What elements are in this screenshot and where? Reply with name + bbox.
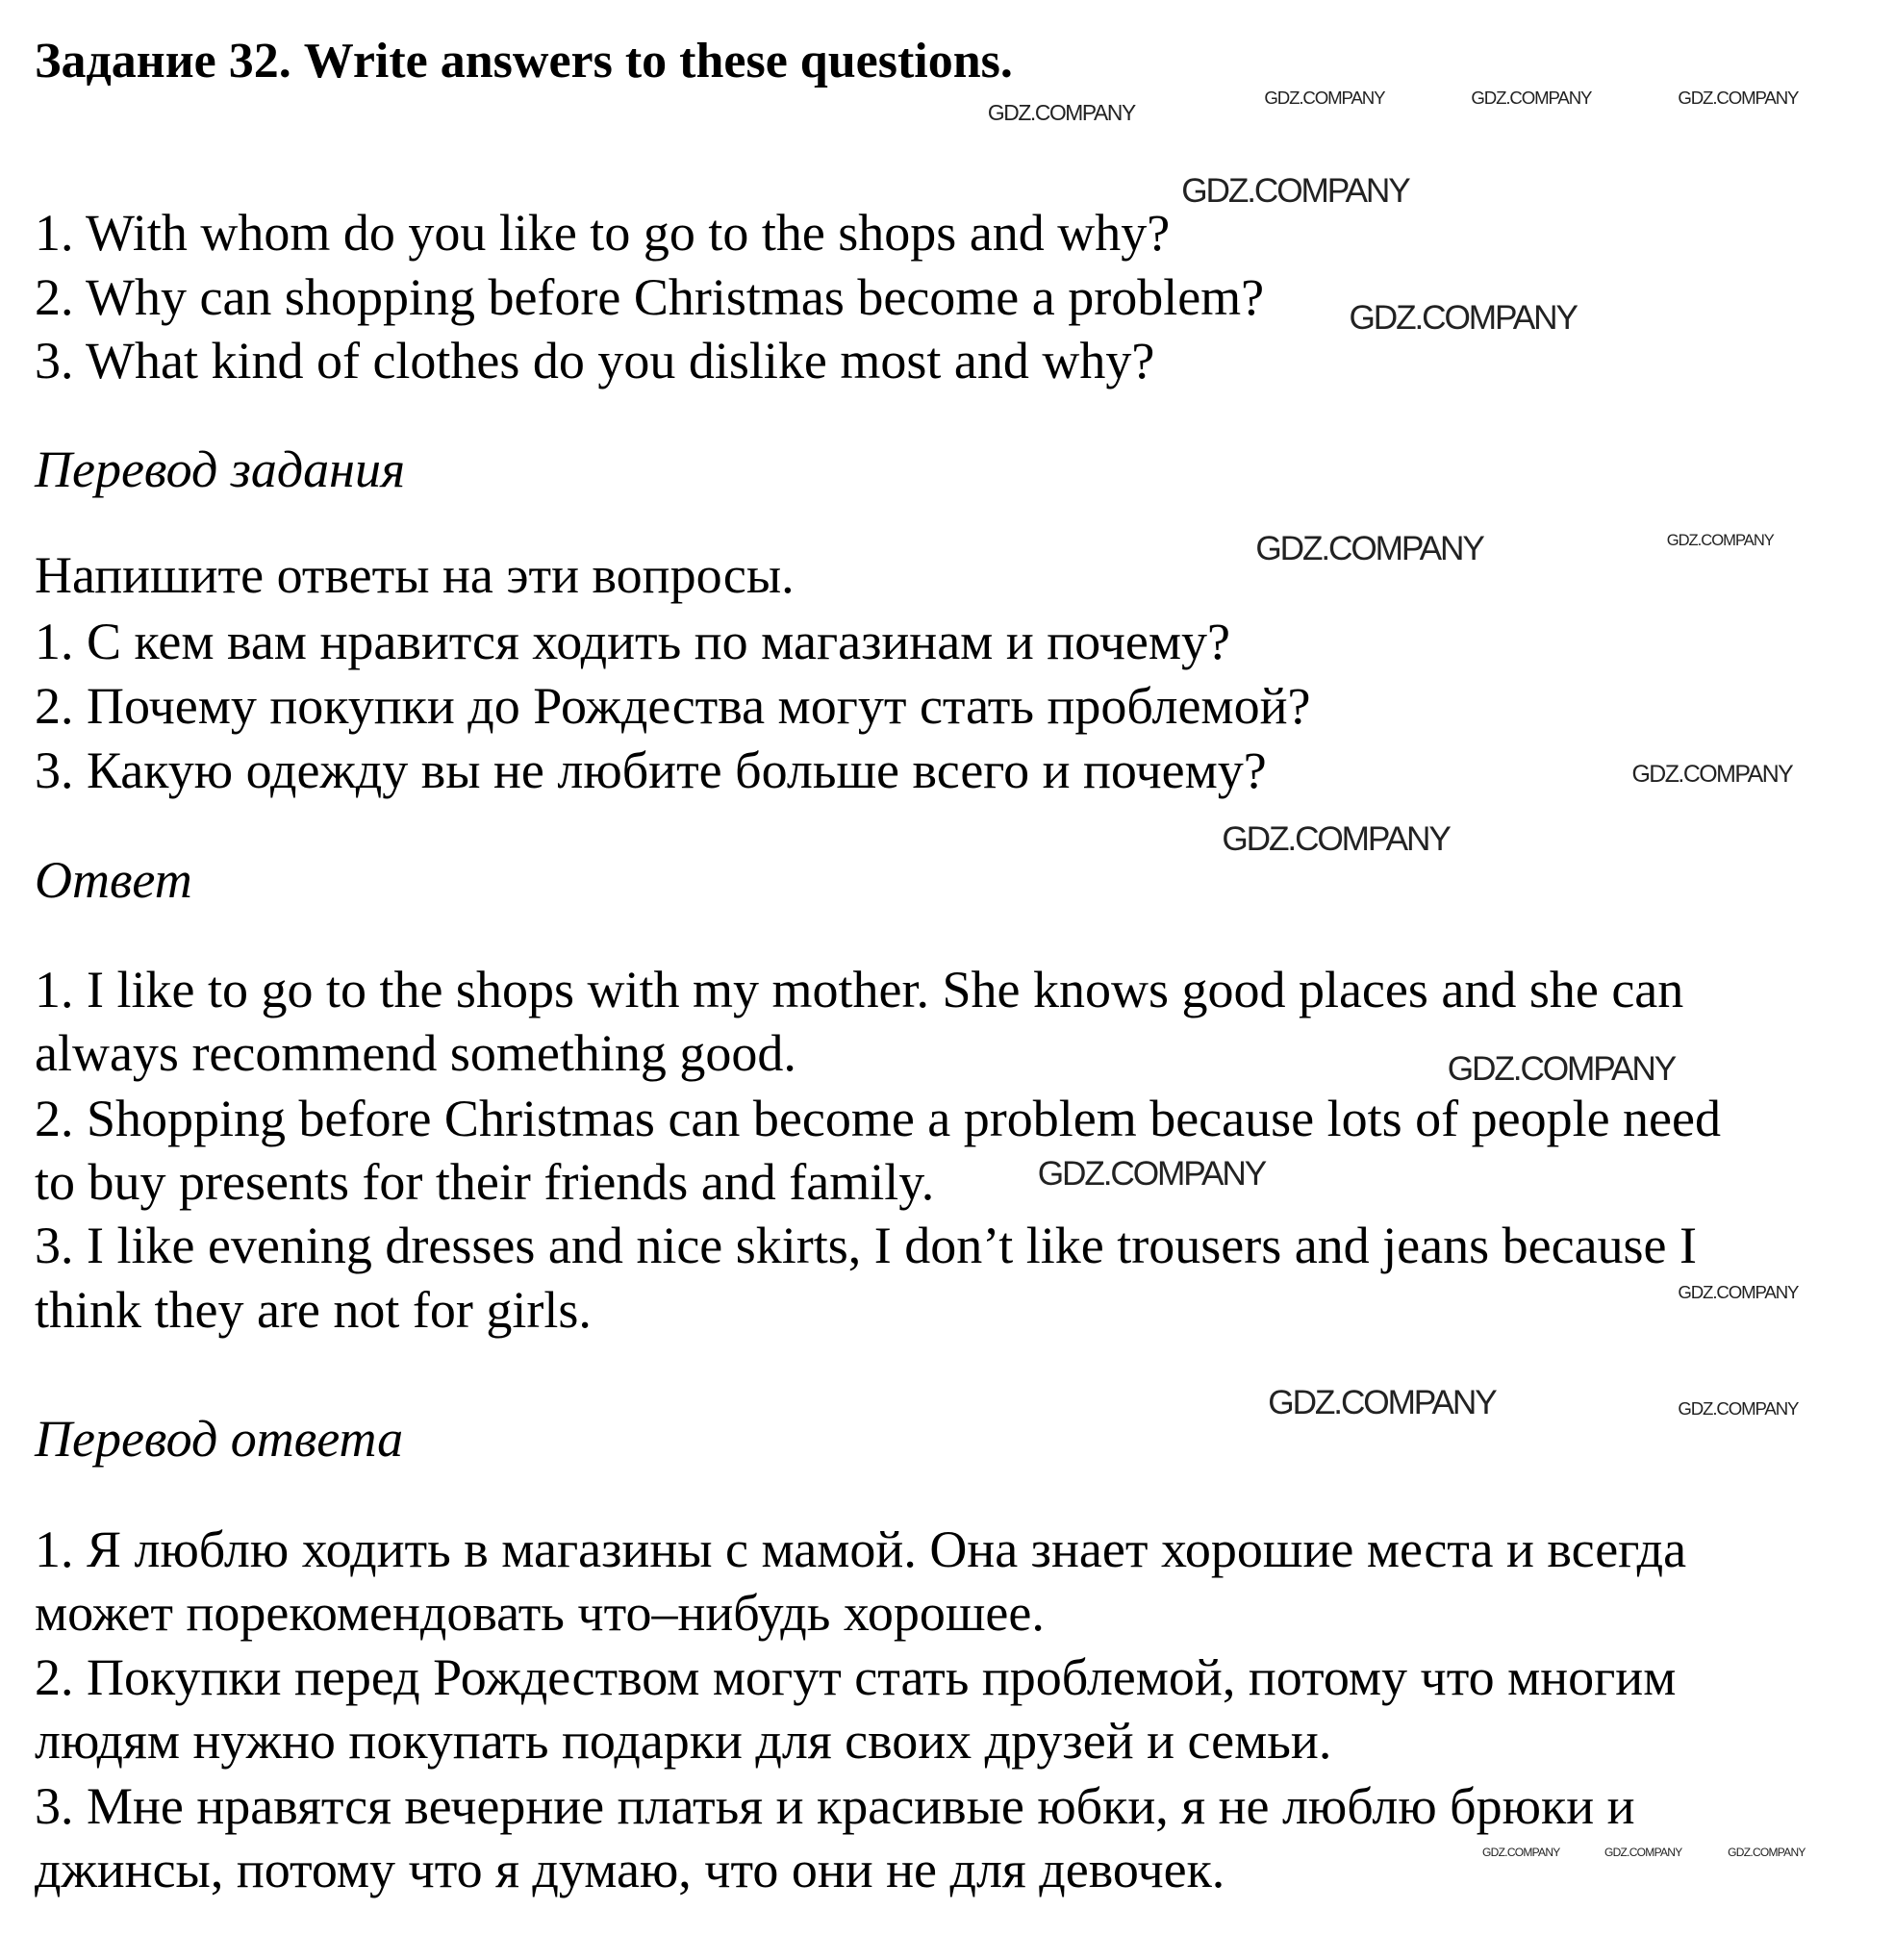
answer-line: to buy presents for their friends and family. (35, 1153, 935, 1211)
watermark: GDZ.COMPANY (1678, 1397, 1799, 1419)
watermark: GDZ.COMPANY (1604, 1846, 1682, 1860)
watermark: GDZ.COMPANY (1268, 1384, 1496, 1422)
task-translation-line: Напишите ответы на эти вопросы. (35, 546, 795, 604)
watermark: GDZ.COMPANY (1264, 88, 1385, 109)
answer-heading: Ответ (35, 851, 192, 909)
watermark: GDZ.COMPANY (1222, 819, 1450, 858)
answer-line: think they are not for girls. (35, 1281, 592, 1339)
task-title: Задание 32. Write answers to these questions. (35, 34, 1013, 88)
watermark: GDZ.COMPANY (987, 100, 1135, 126)
task-translation-line: 3. Какую одежду вы не любите больше всего и почему? (35, 741, 1267, 799)
task-translation-line: 2. Почему покупки до Рождества могут стать проблемой? (35, 677, 1311, 735)
watermark: GDZ.COMPANY (1678, 88, 1799, 109)
answer-translation-line: 2. Покупки перед Рождеством могут стать проблемой, потому что многим (35, 1648, 1677, 1706)
watermark: GDZ.COMPANY (1728, 1846, 1806, 1860)
watermark: GDZ.COMPANY (1666, 531, 1774, 550)
answer-translation-line: джинсы, потому что я думаю, что они не для девочек. (35, 1841, 1225, 1898)
question-3: 3. What kind of clothes do you dislike most and why? (35, 332, 1155, 389)
task-translation-heading: Перевод задания (35, 440, 406, 498)
watermark: GDZ.COMPANY (1447, 1050, 1676, 1089)
answer-translation-line: может порекомендовать что–нибудь хорошее. (35, 1584, 1045, 1642)
watermark: GDZ.COMPANY (1631, 760, 1793, 788)
watermark: GDZ.COMPANY (1255, 529, 1483, 567)
answer-line: 1. I like to go to the shops with my mother. She knows good places and she can (35, 961, 1684, 1018)
answer-line: always recommend something good. (35, 1024, 796, 1082)
watermark: GDZ.COMPANY (1349, 299, 1577, 338)
watermark: GDZ.COMPANY (1181, 172, 1409, 211)
question-2: 2. Why can shopping before Christmas become a problem? (35, 268, 1265, 326)
watermark: GDZ.COMPANY (1678, 1282, 1799, 1303)
question-1: 1. With whom do you like to go to the shops and why? (35, 204, 1171, 262)
answer-line: 2. Shopping before Christmas can become a problem because lots of people need (35, 1090, 1721, 1147)
task-translation-line: 1. С кем вам нравится ходить по магазинам и почему? (35, 613, 1231, 670)
watermark: GDZ.COMPANY (1471, 88, 1592, 109)
watermark: GDZ.COMPANY (1482, 1846, 1560, 1860)
answer-line: 3. I like evening dresses and nice skirts, I don’t like trousers and jeans because I (35, 1217, 1697, 1274)
watermark: GDZ.COMPANY (1037, 1155, 1266, 1194)
answer-translation-line: людям нужно покупать подарки для своих друзей и семьи. (35, 1712, 1332, 1770)
answer-translation-heading: Перевод ответа (35, 1410, 404, 1468)
answer-translation-line: 3. Мне нравятся вечерние платья и красивые юбки, я не люблю брюки и (35, 1777, 1635, 1835)
answer-translation-line: 1. Я люблю ходить в магазины с мамой. Она знает хорошие места и всегда (35, 1520, 1687, 1578)
